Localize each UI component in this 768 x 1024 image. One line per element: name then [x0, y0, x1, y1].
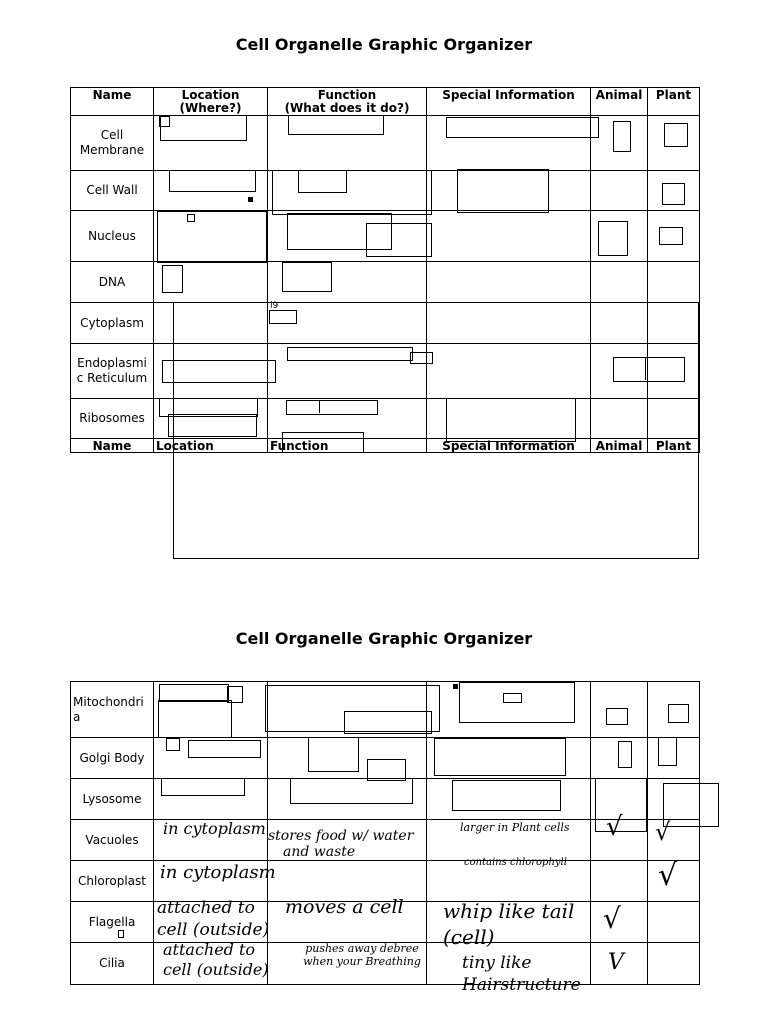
field-box[interactable]	[662, 183, 685, 205]
row-name-golgi-body: Golgi Body	[71, 738, 154, 779]
field-box[interactable]	[664, 123, 688, 147]
cell[interactable]	[591, 171, 648, 211]
field-box[interactable]	[160, 115, 247, 141]
checkmark: √	[655, 818, 671, 846]
footer-special: Special Information	[427, 439, 591, 453]
field-box[interactable]	[663, 783, 719, 827]
field-box[interactable]	[169, 170, 256, 192]
field-box[interactable]	[410, 352, 433, 364]
header-plant: Plant	[648, 88, 700, 116]
row-name-endoplasmic-reticulum: Endoplasmi c Reticulum	[71, 344, 154, 399]
header-special: Special Information	[427, 88, 591, 116]
small-mark	[118, 930, 124, 938]
divider	[645, 357, 646, 380]
field-box[interactable]	[282, 262, 332, 292]
checkmark: √	[606, 812, 623, 842]
row-name-cell-wall: Cell Wall	[71, 171, 154, 211]
row-name-chloroplast: Chloroplast	[71, 861, 154, 902]
footer-plant: Plant	[648, 439, 700, 453]
field-box[interactable]	[298, 170, 347, 193]
cell[interactable]	[648, 262, 700, 303]
dot-mark	[248, 197, 253, 202]
header-animal: Animal	[591, 88, 648, 116]
row-name-cilia: Cilia	[71, 943, 154, 985]
dot-mark	[453, 684, 458, 689]
field-box[interactable]	[188, 740, 261, 758]
field-box[interactable]	[168, 414, 257, 437]
row-name-ribosomes: Ribosomes	[71, 399, 154, 439]
field-box[interactable]	[157, 211, 267, 263]
row-name-cytoplasm: Cytoplasm	[71, 303, 154, 344]
field-box[interactable]	[613, 121, 631, 152]
field-box[interactable]	[452, 780, 561, 811]
footer-name: Name	[71, 439, 154, 453]
field-box[interactable]	[158, 700, 232, 738]
field-box[interactable]	[162, 265, 183, 293]
handwriting: larger in Plant cells	[460, 821, 570, 834]
field-box[interactable]	[308, 737, 359, 772]
footer-animal: Animal	[591, 439, 648, 453]
cell[interactable]	[427, 262, 591, 303]
row-name-flagella: Flagella	[71, 902, 154, 943]
field-box[interactable]	[290, 778, 413, 804]
field-box[interactable]	[618, 741, 632, 768]
field-box[interactable]	[658, 737, 677, 766]
field-box[interactable]	[161, 778, 245, 796]
row-name-lysosome: Lysosome	[71, 779, 154, 820]
checkmark: √	[658, 858, 678, 893]
field-box[interactable]	[613, 357, 685, 382]
stray-mark: i9	[270, 301, 279, 311]
field-box[interactable]	[446, 117, 599, 138]
footer-function: Function	[268, 439, 427, 453]
field-box[interactable]	[503, 693, 522, 703]
handwriting: contains chlorophyll	[464, 857, 567, 868]
field-box[interactable]	[446, 398, 576, 442]
handwriting: whip like tail (cell)	[443, 899, 575, 949]
field-box[interactable]	[434, 738, 566, 776]
page-title-2: Cell Organelle Graphic Organizer	[235, 629, 533, 648]
handwriting: attached to cell (outside)	[163, 940, 269, 979]
handwriting: pushes away debree when your Breathing	[303, 942, 421, 968]
cell[interactable]	[591, 262, 648, 303]
field-box[interactable]	[272, 170, 432, 215]
field-box[interactable]	[457, 169, 549, 213]
field-box[interactable]	[288, 115, 384, 135]
handwriting: moves a cell	[285, 896, 404, 918]
field-box[interactable]	[344, 711, 432, 734]
row-name-cell-membrane: Cell Membrane	[71, 116, 154, 171]
handwriting: tiny like Hairstructure	[462, 953, 581, 995]
field-box[interactable]	[598, 221, 628, 256]
handwriting: stores food w/ water	[268, 828, 414, 844]
cell[interactable]	[591, 861, 648, 902]
header-location: Location (Where?)	[154, 88, 268, 116]
field-box[interactable]	[286, 400, 378, 415]
row-name-vacuoles: Vacuoles	[71, 820, 154, 861]
field-box[interactable]	[287, 347, 413, 361]
field-box[interactable]	[282, 432, 364, 453]
checkmark: √	[603, 902, 621, 935]
field-box[interactable]	[162, 360, 276, 383]
cell[interactable]	[427, 211, 591, 262]
field-box[interactable]	[659, 227, 683, 245]
handwriting: in cytoplasm	[160, 862, 276, 883]
header-function: Function (What does it do?)	[268, 88, 427, 116]
row-name-dna: DNA	[71, 262, 154, 303]
footer-location: Location	[154, 439, 268, 453]
handwriting: in cytoplasm	[163, 819, 266, 838]
field-box[interactable]	[668, 704, 689, 723]
row-name-mitochondria: Mitochondri a	[71, 682, 154, 738]
divider	[319, 400, 320, 413]
field-box[interactable]	[269, 310, 297, 324]
field-box[interactable]	[606, 708, 628, 725]
field-box[interactable]	[366, 223, 432, 257]
row-name-nucleus: Nucleus	[71, 211, 154, 262]
checkmark: V	[608, 950, 624, 975]
cell[interactable]	[648, 943, 700, 985]
header-name: Name	[71, 88, 154, 116]
page-title: Cell Organelle Graphic Organizer	[235, 35, 533, 54]
handwriting: attached to cell (outside)	[157, 898, 270, 940]
field-box[interactable]	[166, 738, 180, 751]
cell[interactable]	[648, 902, 700, 943]
handwriting: and waste	[283, 844, 356, 860]
